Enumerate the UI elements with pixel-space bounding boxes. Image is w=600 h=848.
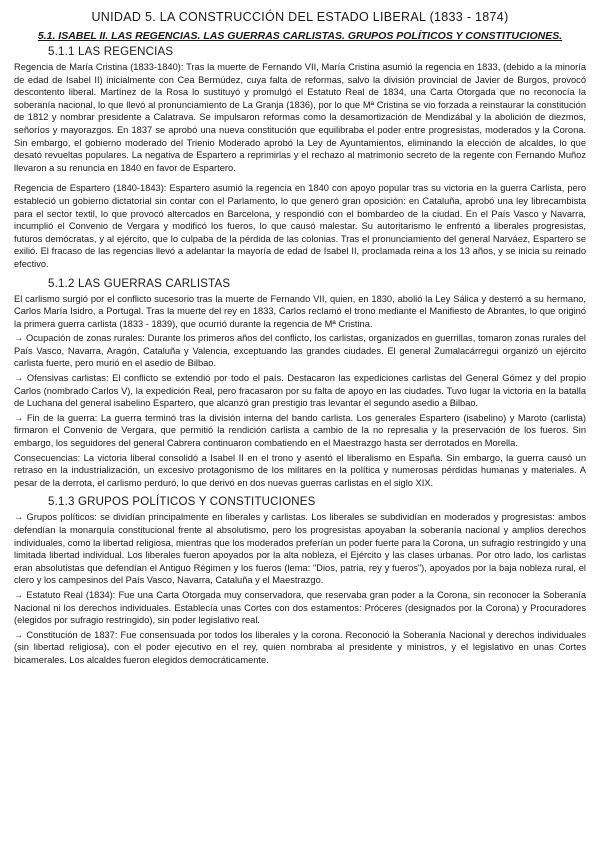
paragraph-estatuto-real: → Estatuto Real (1834): Fue una Carta Otorgada muy conservadora, que reservaba gran poder a la Corona, sin reconocer la Soberanía Nacional ni los derechos individuales. Establecía unas Cortes con dos estamentos: Próceres (designados por la Corona) y Procuradores (elegidos por sufragio restringido), sin poder legislativo real. (14, 589, 586, 626)
paragraph-ocupacion-zonas-rurales: → Ocupación de zonas rurales: Durante los primeros años del conflicto, los carlistas, organizados en guerrillas, tomaron zonas rurales del País Vasco, Navarra, Aragón, Cataluña y Valencia, exceptuando las grandes ciudades. El general Zumalacárregui organizó un ejército carlista fuerte, pero murió en el asedio de Bilbao. (14, 333, 586, 369)
paragraph-constitucion-1837: → Constitución de 1837: Fue consensuada por todos los liberales y la corona. Reconoció la Soberanía Nacional y derechos individuales (sin libertad religiosa), con el poder ejecutivo en el rey, quien nombraba al presidente y ministros, y el legislativo en unas Cortes bicamerales. Los alcaldes fueron elegidos democráticamente. (14, 629, 586, 665)
subsection-heading-grupos: 5.1.3 GRUPOS POLÍTICOS Y CONSTITUCIONES (48, 496, 316, 509)
section-heading: 5.1. ISABEL II. LAS REGENCIAS. LAS GUERRAS CARLISTAS. GRUPOS POLÍTICOS Y CONSTITUCIONES. (37, 30, 563, 42)
document-title: UNIDAD 5. LA CONSTRUCCIÓN DEL ESTADO LIBERAL (1833 - 1874) (91, 10, 509, 24)
paragraph-fin-de-la-guerra: → Fin de la guerra: La guerra terminó tras la división interna del bando carlista. Los generales Espartero (isabelino) y Maroto (carlista) firmaron el Convenio de Vergara, que permitió la rendición carlista a cambio de la no represalia y la preservación de los fueros. Sin embargo, los seguidores del general Cabrera continuaron combatiendo en el Maestrazgo hasta ser derrotados en Morella. (14, 412, 586, 449)
paragraph-regencia-espartero: Regencia de Espartero (1840-1843): Espartero asumió la regencia en 1840 con apoyo popular tras su victoria en la guerra Carlista, pero estableció un gobierno dictatorial sin contar con el Parlamento, lo que generó gran oposición: en Cataluña, aprobó una ley librecambista para el sector textil, lo que provocó altercados en Barcelona, y respondió con el bombardeo de la ciudad. En el País Vasco y Navarra, incumplió el Convenio de Vergara y modificó los fueros, lo que causó malestar. Su autoritarismo le enfrentó a liberales progresistas, futuros demócratas, y al ejército, que lo culpaba de la pérdida de las colonias. Tras el pronunciamiento del general Narváez, Espartero se exilió. El fracaso de las regencias llevó a adelantar la mayoría de edad de Isabel II, proclamada reina a los 13 años, y se inicia su reinado efectivo. (14, 183, 586, 269)
subsection-heading-guerras: 5.1.2 LAS GUERRAS CARLISTAS (48, 277, 231, 290)
paragraph-ofensivas-carlistas: → Ofensivas carlistas: El conflicto se extendió por todo el país. Destacaron las expediciones carlistas del General Gómez y del propio Carlos (nombrado Carlos V), la expedición Real, pero fracasaron por su falta de apoyo en las ciudades. Tuvo lugar la victoria en la batalla de Luchana del general isabelino Espartero, que alcanzó gran prestigio tras levantar el segundo asedio a Bilbao. (14, 373, 586, 409)
subsection-heading-regencias: 5.1.1 LAS REGENCIAS (48, 46, 174, 58)
paragraph-carlismo-origen: El carlismo surgió por el conflicto sucesorio tras la muerte de Fernando VII, quien, en 1830, abolió la Ley Sálica y desterró a su hermano, Carlos María Isidro, a Portugal. Tras la muerte del rey en 1833, Carlos reclamó el trono mediante el Manifiesto de Abrantes, lo que originó la primera guerra carlista (1833 - 1839), que ocurrió durante la regencia de Mª Cristina. (14, 293, 586, 329)
paragraph-grupos-politicos: → Grupos políticos: se dividían principalmente en liberales y carlistas. Los liberales se subdividían en moderados y progresistas: ambos defendían la monarquía constitucional frente al absolutismo, pero los progresistas apoyaban la soberanía nacional y amplios derechos individuales, como la libertad religiosa, mientras que los moderados preferían un poder fuerte para la Corona, un sufragio restringido y una limitada libertad individual. Los liberales fueron apoyados por la alta nobleza, el Ejército y las clases urbanas. Por otro lado, los carlistas eran absolutistas que defendían el Antiguo Régimen y los fueros (lema: "Dios, patria, rey y fueros"), apoyados por la baja nobleza rural, el clero y los campesinos del País Vasco, Navarra, Cataluña y el Maestrazgo. (14, 512, 586, 586)
paragraph-consecuencias: Consecuencias: La victoria liberal consolidó a Isabel II en el trono y asentó el liberalismo en España. Sin embargo, la guerra causó un retraso en la industrialización, un excesivo protagonismo de los militares en la política y numerosas pérdidas humanas y materiales. A pesar de la derrota, el carlismo perduró, lo que derivó en dos nuevas guerras carlistas en el siglo XIX. (14, 452, 586, 488)
paragraph-regencia-maria-cristina: Regencia de María Cristina (1833-1840): Tras la muerte de Fernando VII, María Cristina asumió la regencia en 1833, (debido a la minoría de edad de Isabel II) inicialmente con Cea Bermúdez, cuya falta de reformas, salvo la división provincial de Javier de Burgos, provocó descontento liberal. Martínez de la Rosa lo sustituyó y promulgó el Estatuto Real de 1834, una Carta Otorgada que no reconocía la soberanía nacional, lo que llevó al pronunciamiento de La Granja (1836), por lo que Mª Cristina se vio forzada a reinstaurar la constitución de 1812 y nombrar presidente a Calatrava. Se impulsaron reformas como la desamortización de Mendizábal y la abolición de diezmos, señoríos y mayorazgos. En 1837 se aprobó una nueva constitución que equilibraba el poder entre progresistas, moderados y la Corona. Sin embargo, el gobierno moderado del Trienio Moderado aprobó la Ley de Ayuntamientos, eliminando la elección de alcaldes, lo que desató revueltas populares. La negativa de Espartero a reprimirlas y el rechazo al matrimonio secreto de la regente con Fernando Muñoz llevaron a su renuncia en 1840 en favor de Espartero. (14, 62, 586, 173)
